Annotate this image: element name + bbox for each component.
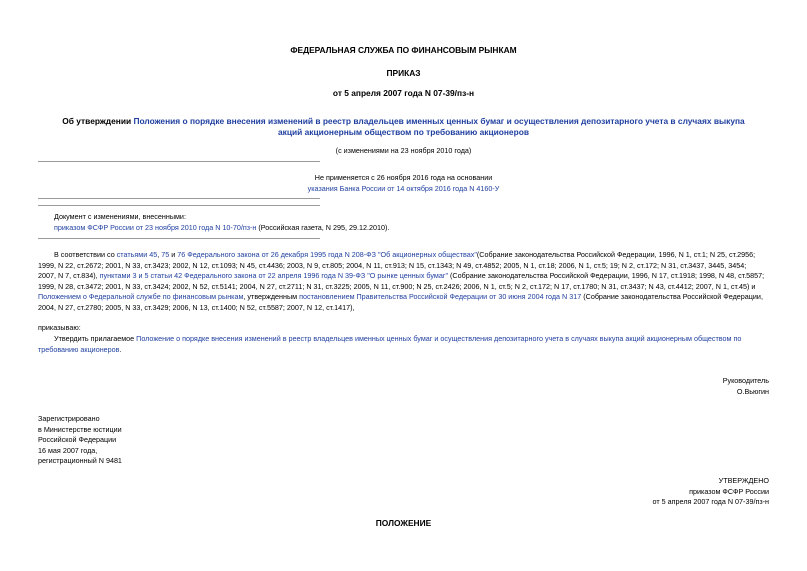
preamble-text: (Собрание законодательства Российской Федерации, xyxy=(581,292,763,302)
registration-line: Зарегистрировано xyxy=(38,414,100,423)
changes-link[interactable]: приказом ФСФР России от 23 ноября 2010 года N 10-70/пз-н xyxy=(54,223,257,232)
registration-line: 16 мая 2007 года, xyxy=(38,445,98,455)
not-applied-link-line xyxy=(0,184,807,195)
regulation-heading: ПОЛОЖЕНИЕ xyxy=(375,518,432,528)
link-law-39fz[interactable]: пунктами 3 и 5 статьи 42 Федерального закона от 22 апреля 1996 года N 39-ФЗ "О рынке ценных бумаг" xyxy=(99,271,449,281)
document-title xyxy=(0,116,807,138)
link-law-208fz[interactable]: 76 Федерального закона от 26 декабря 1995 года N 208-ФЗ "Об акционерных обществах" xyxy=(177,250,477,259)
changes-label: Документ с изменениями, внесенными: xyxy=(54,212,186,221)
approve-line xyxy=(38,334,768,345)
link-government-decree-317[interactable]: постановлением Правительства Российской Федерации от 30 июня 2004 года N 317 xyxy=(299,292,582,302)
not-applied-text: Не применяется с 26 ноября 2016 года на основании xyxy=(314,173,493,182)
title-link-regulation[interactable]: Положения о порядке внесения изменений в реестр владельцев именных ценных бумаг и осуществления депозитарного учета в случаях выкупа xyxy=(133,116,745,126)
preamble-line xyxy=(38,250,770,261)
signature-block xyxy=(723,376,769,397)
link-approved-regulation[interactable]: Положение о порядке внесения изменений в реестр владельцев именных ценных бумаг и осуществления депозитарного учета в случаях выкупа акций акционерным обществом по xyxy=(136,334,742,343)
preamble-text: В соответствии со xyxy=(54,250,117,259)
divider xyxy=(38,161,320,162)
changes-suffix: (Российская газета, N 295, 29.12.2010). xyxy=(256,223,390,232)
registration-block xyxy=(38,414,122,467)
signature-name: О.Вьюгин xyxy=(736,386,769,396)
link-art-75[interactable]: 75 xyxy=(161,250,170,259)
divider xyxy=(38,198,320,199)
preamble-line xyxy=(38,292,770,303)
preamble-text: , утвержденным xyxy=(243,292,300,302)
amendments-note: (с изменениями на 23 ноября 2010 года) xyxy=(335,146,472,155)
link-fsfr-regulation[interactable]: Положением о Федеральной службе по финансовым рынкам xyxy=(38,292,244,302)
approve-line xyxy=(38,345,768,356)
not-applied-link[interactable]: указания Банка России от 14 октября 2016 года N 4160-У xyxy=(307,184,500,193)
approved-line: приказом ФСФР России xyxy=(689,486,769,496)
order-word: приказываю: xyxy=(38,323,81,332)
registration-line: регистрационный N 9481 xyxy=(38,456,122,466)
title-link-regulation-cont[interactable]: акций акционерным обществом по требованию акционеров xyxy=(278,127,529,137)
link-art-45[interactable]: статьями 45 xyxy=(116,250,158,259)
preamble-text: , xyxy=(157,250,162,259)
approve-paragraph xyxy=(38,334,768,355)
approved-block xyxy=(653,476,769,508)
title-prefix: Об утверждении xyxy=(62,116,134,126)
preamble-text: 2007, N 7, ст.834), xyxy=(38,271,100,281)
approve-prefix: Утвердить прилагаемое xyxy=(54,334,137,343)
changes-line xyxy=(54,223,389,234)
registration-line: в Министерстве юстиции xyxy=(38,424,122,434)
preamble-line xyxy=(38,271,770,282)
divider xyxy=(38,205,320,206)
preamble-line: 1999, N 22, ст.2672; 2001, N 33, ст.3423; 2002, N 12, ст.1093; N 45, ст.4436; 2003, N 9, ст.805; 2004, N 11, ст.913; N 15, ст.1343; N 49, ст.4852; 2005, N 1, ст.18; 2006, N 1, ст.5; 19; N 2, ст.172; N 31, ст.3437, 3445, 3454; xyxy=(38,260,747,270)
link-approved-regulation-cont[interactable]: требованию акционеров xyxy=(38,344,120,354)
preamble-text: (Собрание законодательства Российской Федерации, 1996, N 17, ст.1918; 1998, N 48, ст.5857; xyxy=(448,271,765,281)
agency-name: ФЕДЕРАЛЬНАЯ СЛУЖБА ПО ФИНАНСОВЫМ РЫНКАМ xyxy=(290,45,517,55)
approved-line: УТВЕРЖДЕНО xyxy=(718,476,769,485)
approve-suffix: . xyxy=(119,344,122,354)
approved-line: от 5 апреля 2007 года N 07-39/пз-н xyxy=(652,497,769,507)
registration-line: Российской Федерации xyxy=(38,435,117,445)
doc-date-number: от 5 апреля 2007 года N 07-39/пз-н xyxy=(332,88,475,98)
preamble xyxy=(38,250,770,314)
preamble-line: 2004, N 27, ст.2780; 2005, N 33, ст.3429; 2006, N 13, ст.1400; N 52, ст.5587; 2007, N 12, ст.1417), xyxy=(38,302,355,312)
preamble-line: 1999, N 28, ст.3472; 2001, N 33, ст.3424; 2002, N 52, ст.5141; 2004, N 27, ст.2711; N 31, ст.3225; 2005, N 11, ст.900; N 25, ст.2426; 2006, N 1, ст.5; N 2, ст.172; N 17, ст.1780; N 31, ст.3437; N 43, ст.4412; 2007, N 1, ст.45) и xyxy=(38,281,756,291)
doc-type: ПРИКАЗ xyxy=(386,68,421,78)
signature-role: Руководитель xyxy=(722,376,769,385)
preamble-text: (Собрание законодательства Российской Федерации, 1996, N 1, ст.1; N 25, ст.2956; xyxy=(476,250,756,259)
divider xyxy=(38,238,320,239)
preamble-text: и xyxy=(169,250,178,259)
